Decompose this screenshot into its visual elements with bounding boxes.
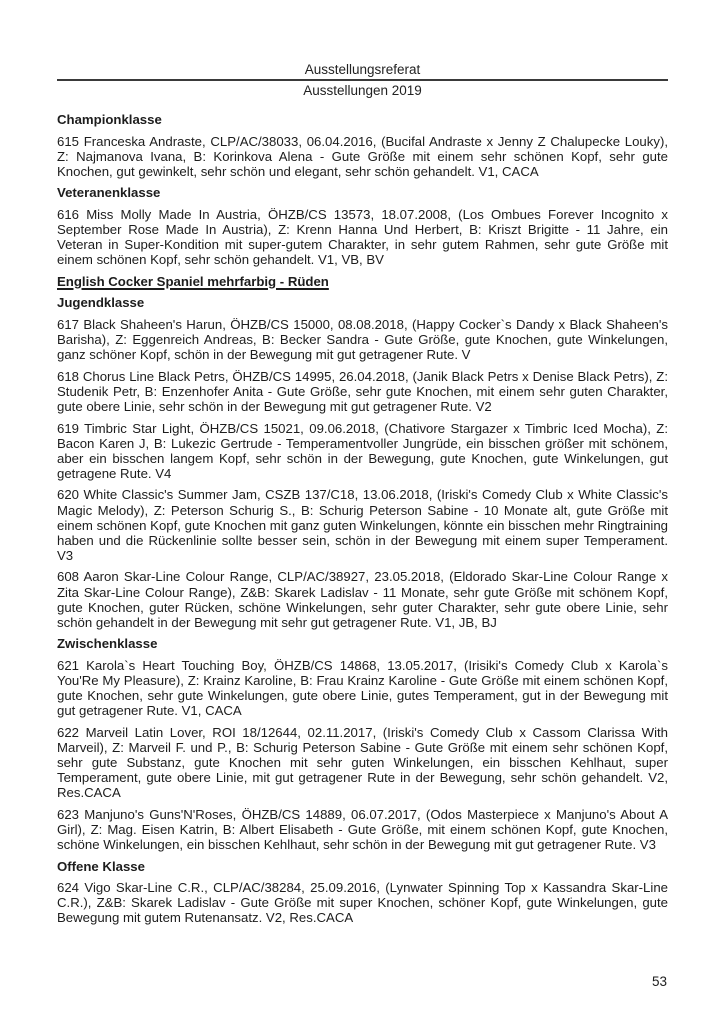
class-heading-veteranenklasse: Veteranenklasse <box>57 185 161 201</box>
catalog-entry-623: 623 Manjuno's Guns'N'Roses, ÖHZB/CS 14889, 06.07.2017, (Odos Masterpiece x Manjuno's About A Girl), Z: Mag. Eisen Katrin, B: Albert Elisabeth - Gute Größe, mit einem schönen Kopf, gute Knochen, schöne Winkelungen, ein bisschen Kehlhaut, sehr schön in der Bewegung mit gut getragener Rute. V3 <box>57 806 668 852</box>
header-subtitle: Ausstellungen 2019 <box>303 83 422 98</box>
page-header <box>57 62 668 99</box>
catalog-body <box>57 112 668 925</box>
catalog-entry-622: 622 Marveil Latin Lover, ROI 18/12644, 02.11.2017, (Iriski's Comedy Club x Cassom Clarissa With Marveil), Z: Marveil F. und P., B: Schurig Peterson Sabine - Gute Größe mit einem sehr schönen Kopf, sehr gute Substanz, gute Knochen mit sehr guten Winkelungen, ein bisschen Kehlhaut, super Temperament, gute obere Linie, mit gut getragener Rute in der Bewegung, sehr schön gehandelt. V2, Res.CACA <box>57 724 668 801</box>
class-heading-championklasse: Championklasse <box>57 112 162 127</box>
catalog-entry-624: 624 Vigo Skar-Line C.R., CLP/AC/38284, 25.09.2016, (Lynwater Spinning Top x Kassandra Skar-Line C.R.), Z&B: Skarek Ladislav - Gute Größe mit super Knochen, schöner Kopf, gute Winkelungen, gute Bewegung mit gutem Rutenansatz. V2, Res.CACA <box>57 880 668 926</box>
catalog-entry-617: 617 Black Shaheen's Harun, ÖHZB/CS 15000, 08.08.2018, (Happy Cocker`s Dandy x Black Shaheen's Barisha), Z: Eggenreich Andreas, B: Becker Sandra - Gute Größe, gute Knochen, gute Winkelungen, ganz schöner Kopf, schön in der Bewegung mit gut getragener Rute. V <box>57 317 668 363</box>
page-number: 53 <box>651 974 667 989</box>
catalog-entry-608: 608 Aaron Skar-Line Colour Range, CLP/AC/38927, 23.05.2018, (Eldorado Skar-Line Colour Range x Zita Skar-Line Colour Range), Z&B: Skarek Ladislav - 11 Monate, sehr gute Größe mit schönem Kopf, gute Knochen, guter Rücken, schöne Winkelungen, sehr guter Charakter, sehr gute obere Linie, sehr schön gehandelt in der Bewegung mit sehr gut getragener Rute. V1, JB, BJ <box>57 569 668 630</box>
catalog-entry-621: 621 Karola`s Heart Touching Boy, ÖHZB/CS 14868, 13.05.2017, (Irisiki's Comedy Club x Karola`s You'Re My Pleasure), Z: Krainz Karoline, B: Frau Krainz Karoline - Gute Größe mit einem schönen Kopf, gute Knochen, sehr gute Winkelungen, gute obere Linie, gutes Temperament, gut in der Bewegung mit gut getragener Rute. V1, CACA <box>57 657 668 719</box>
page-content <box>57 62 668 932</box>
class-heading-offene-klasse: Offene Klasse <box>57 858 145 874</box>
class-heading-zwischenklasse: Zwischenklasse <box>57 636 158 652</box>
catalog-entry-618: 618 Chorus Line Black Petrs, ÖHZB/CS 14995, 26.04.2018, (Janik Black Petrs x Denise Black Petrs), Z: Studenik Petr, B: Enzenhofer Anita - Gute Größe, sehr gute Knochen, mit einem sehr guten Charakter, gute obere Linie, sehr schön in der Bewegung mit gut getragener Rute. V2 <box>57 368 668 414</box>
catalog-entry-620: 620 White Classic's Summer Jam, CSZB 137/C18, 13.06.2018, (Iriski's Comedy Club x White Classic's Magic Melody), Z: Peterson Schurig S., B: Schurig Peterson Sabine - 10 Monate alt, gute Größe mit einem schönen Kopf, gute Knochen mit ganz guten Winkelungen, könnte ein bisschen mehr Ringtraining haben und die Rückenlinie sollte besser sein, schön in der Bewegung mit einem super Temperament. V3 <box>57 487 668 563</box>
catalog-entry-615: 615 Franceska Andraste, CLP/AC/38033, 06.04.2016, (Bucifal Andraste x Jenny Z Chalupecke Louky), Z: Najmanova Ivana, B: Korinkova Alena - Gute Größe mit einem sehr schönen Kopf, sehr gute Knochen, gut gewinkelt, sehr schön und elegant, sehr schön gehandelt. V1, CACA <box>57 133 668 179</box>
header-title: Ausstellungsreferat <box>57 62 668 81</box>
breed-heading-english-cocker-spaniel: English Cocker Spaniel mehrfarbig - Rüden <box>57 273 329 289</box>
catalog-entry-616: 616 Miss Molly Made In Austria, ÖHZB/CS 13573, 18.07.2008, (Los Ombues Forever Incognito x September Rose Made In Austria), Z: Krenn Hanna Und Herbert, B: Kriszt Brigitte - 11 Jahre, ein Veteran in Super-Kondition mit super-gutem Charakter, in sehr gutem Rahmen, sehr gute Größe mit einem schönen Kopf, sehr schön gehandelt. V1, VB, BV <box>57 206 668 268</box>
class-heading-jugendklasse: Jugendklasse <box>57 295 145 311</box>
catalog-entry-619: 619 Timbric Star Light, ÖHZB/CS 15021, 09.06.2018, (Chativore Stargazer x Timbric Iced Mocha), Z: Bacon Karen J, B: Lukezic Gertrude - Temperamentvoller Jungrüde, ein bisschen größer mit schönem, aber ein bisschen langem Kopf, sehr schön in der Bewegung, gute Knochen, gute Winkelungen, gut getragene Rute. V4 <box>57 420 668 481</box>
